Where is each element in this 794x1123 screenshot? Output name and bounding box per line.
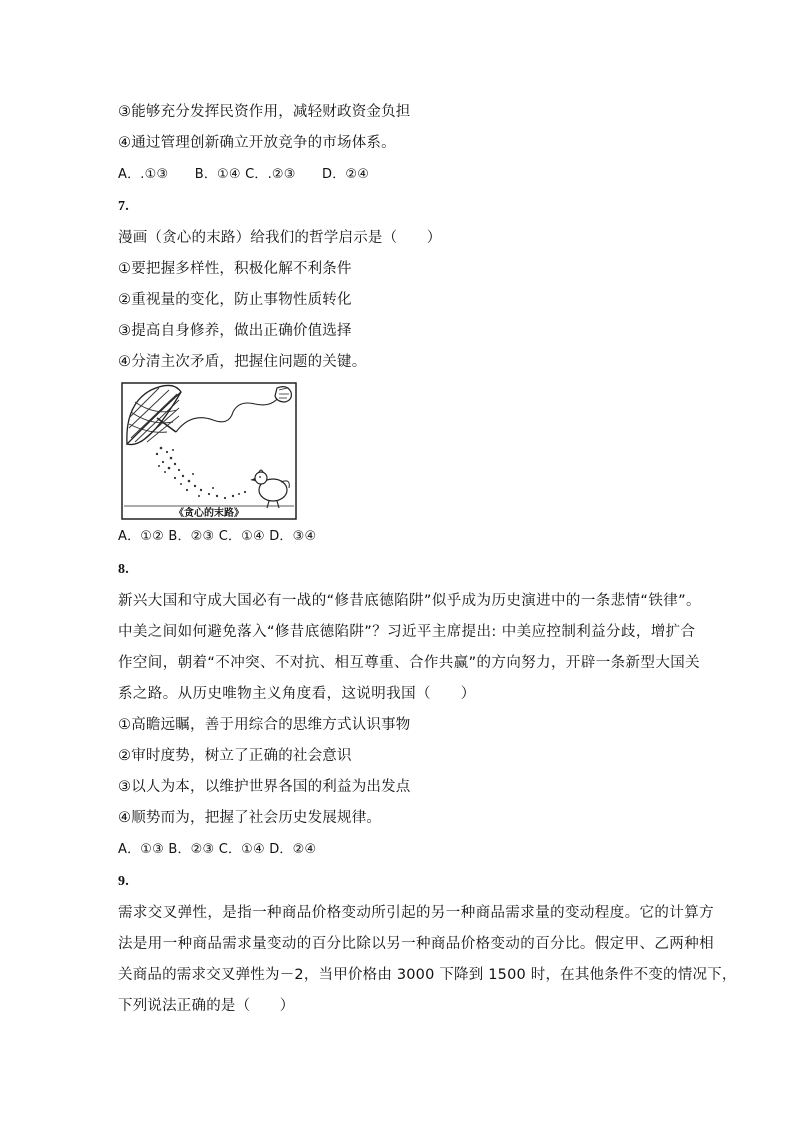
- q8-stem-line-1: 新兴大国和守成大国必有一战的“修昔底德陷阱”似乎成为历史演进中的一条悲情“铁律”。: [118, 593, 701, 609]
- q8-option-3: ③以人为本，以维护世界各国的利益为出发点: [118, 779, 411, 795]
- q6-option-4: ④通过管理创新确立开放竞争的市场体系。: [118, 135, 396, 151]
- q7-option-2: ②重视量的变化，防止事物性质转化: [118, 292, 352, 308]
- q8-option-2: ②审时度势，树立了正确的社会意识: [118, 748, 352, 764]
- cartoon-caption: 《贪心的末路》: [174, 508, 244, 519]
- q8-stem-line-2: 中美之间如何避免落入“修昔底德陷阱”？习近平主席提出: 中美应控制利益分歧，增扩合: [118, 624, 696, 640]
- q9-stem-line-2: 法是用一种商品需求量变动的百分比除以另一种商品价格变动的百分比。假定甲、乙两种相: [118, 936, 714, 952]
- q8-option-4: ④顺势而为，把握了社会历史发展规律。: [118, 810, 382, 826]
- q9-stem-line-1: 需求交叉弹性，是指一种商品价格变动所引起的另一种商品需求量的变动程度。它的计算方: [118, 905, 714, 921]
- q9-number: 9.: [118, 874, 129, 889]
- q8-option-1: ①高瞻远瞩，善于用综合的思维方式认识事物: [118, 717, 411, 733]
- cartoon-greed-image: [121, 382, 297, 520]
- q6-option-3: ③能够充分发挥民资作用，减轻财政资金负担: [118, 104, 411, 120]
- q7-stem: 漫画（贪心的末路）给我们的哲学启示是（ ）: [118, 230, 442, 246]
- q6-answer-choices: A．.①③ B．①④ C．.②③ D．②④: [118, 167, 370, 182]
- hand-drawing: [275, 387, 291, 402]
- q7-option-4: ④分清主次矛盾，把握住问题的关键。: [118, 354, 367, 370]
- q8-stem-line-4: 系之路。从历史唯物主义角度看，这说明我国（ ）: [118, 686, 476, 702]
- q9-stem-line-3: 关商品的需求交叉弹性为－2，当甲价格由 3000 下降到 1500 时，在其他条件不变的情况下，: [118, 967, 737, 983]
- q8-stem-line-3: 作空间，朝着“不冲突、不对抗、相互尊重、合作共赢”的方向努力，开辟一条新型大国关: [118, 655, 701, 671]
- q8-answer-choices: A．①③ B．②③ C．①④ D．②④: [118, 842, 317, 857]
- q7-answer-choices: A．①② B．②③ C．①④ D．③④: [118, 529, 317, 544]
- q7-number: 7.: [118, 199, 129, 214]
- q7-option-1: ①要把握多样性，积极化解不利条件: [118, 261, 352, 277]
- q7-option-3: ③提高自身修养，做出正确价值选择: [118, 323, 352, 339]
- q8-number: 8.: [118, 562, 129, 577]
- q9-stem-line-4: 下列说法正确的是（ ）: [118, 998, 295, 1014]
